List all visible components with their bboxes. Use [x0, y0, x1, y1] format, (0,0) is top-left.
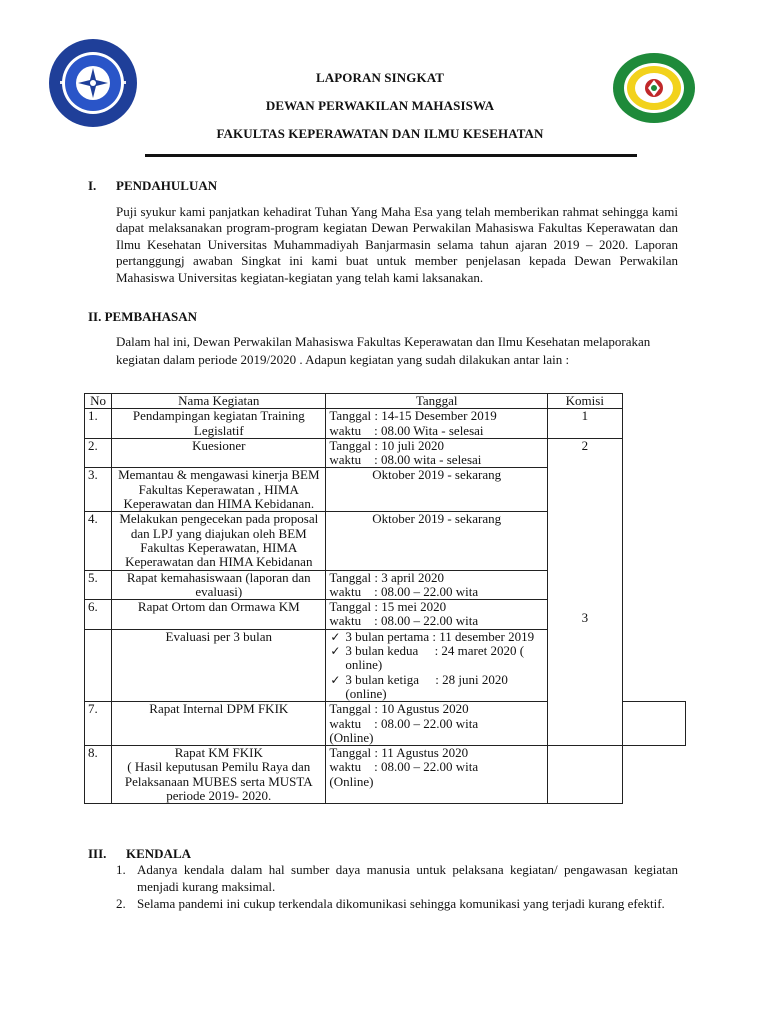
section-1-title: PENDAHULUAN [116, 178, 218, 193]
section-2-heading: II. PEMBAHASAN [88, 309, 198, 324]
activities-table [84, 393, 686, 804]
cell-nama: Kuesioner [112, 438, 326, 468]
list-item [116, 896, 678, 913]
checkmark-icon: ✓ [330, 672, 341, 687]
table-row [85, 746, 686, 804]
section-3-number: III. [88, 846, 107, 861]
mode-line: (Online) [329, 729, 374, 745]
table-row [85, 409, 686, 439]
mode-line: (Online) [329, 773, 374, 789]
list-item [329, 673, 544, 702]
waktu-line: waktu : 08.00 – 22.00 wita [329, 715, 479, 731]
cell-nama: Melakukan pengecekan pada proposal dan LPJ yang diajukan oleh BEM Fakultas Keperawatan, HIMA Keperawatan dan HIMA Kebidanan [112, 512, 326, 570]
university-logo [48, 38, 138, 128]
cell-no: 8. [85, 746, 112, 804]
activity-description: ( Hasil keputusan Pemilu Raya dan Pelaksanaan MUBES serta MUSTA periode 2019- 2020. [124, 759, 313, 804]
section-1-heading [88, 178, 218, 194]
waktu-line: waktu : 08.00 wita - selesai [329, 452, 482, 468]
discussion-paragraph: Dalam hal ini, Dewan Perwakilan Mahasiswa Fakultas Keperawatan dan Ilmu Kesehatan melaporakan kegiatan dalam periode 2019/2020 . Adapun kegiatan yang sudah dilakukan antar lain : [116, 334, 651, 367]
cell-tanggal: Oktober 2019 - sekarang [326, 468, 548, 512]
cell-no: 2. [85, 438, 112, 468]
cell-nama: Rapat kemahasiswaan (laporan dan evaluasi) [112, 570, 326, 600]
column-header-nama-kegiatan: Nama Kegiatan [112, 394, 326, 409]
waktu-line: waktu : 08.00 – 22.00 wita [329, 759, 479, 775]
check-item-label: 3 bulan ketiga : 28 juni 2020 (online) [345, 671, 512, 701]
cell-komisi [547, 438, 622, 745]
cell-tanggal [326, 702, 548, 746]
cell-komisi [547, 746, 622, 804]
table-row [85, 438, 686, 468]
komisi-2: 2 [581, 437, 589, 453]
cell-no: 7. [85, 702, 112, 746]
column-header-no: No [85, 394, 112, 409]
cell-no [85, 629, 112, 701]
cell-no: 5. [85, 570, 112, 600]
cell-tanggal [326, 438, 548, 468]
introduction-paragraph: Puji syukur kami panjatkan kehadirat Tuhan Yang Maha Esa yang telah memberikan rahmat sehingga kami dapat melaksanakan program-program kegiatan Dewan Perwakilan Mahasiswa Fakultas Keperawatan dan Ilmu Kesehatan Universitas Muhammadiyah Banjarmasin selama tahun ajaran 2019 – 2020. Laporan pertanggungj awaban Singkat ini kami buat untuk member penjelasan kepada Dewan Perwakilan Mahasiswa Universitas kegiatan-kegiatan yang telah kami laksanakan. [116, 204, 678, 285]
list-item-number: 2. [116, 896, 126, 911]
list-item-text: Adanya kendala dalam hal sumber daya manusia untuk pelaksana kegiatan/ pengawasan kegiatan menjadi kurang maksimal. [137, 862, 678, 894]
cell-komisi [622, 702, 685, 746]
section-3-title: KENDALA [126, 846, 192, 861]
cell-no: 6. [85, 600, 112, 630]
waktu-line: waktu : 08.00 Wita - selesai [329, 422, 484, 438]
cell-nama: Rapat Internal DPM FKIK [112, 702, 326, 746]
list-item [116, 862, 678, 895]
constraints-list [116, 862, 678, 914]
komisi-3: 3 [581, 610, 589, 626]
cell-no: 1. [85, 409, 112, 439]
tanggal-line: Tanggal : 10 juli 2020 [329, 437, 445, 453]
column-header-tanggal: Tanggal [326, 394, 548, 409]
list-item [329, 644, 544, 673]
activity-name: Rapat KM FKIK [174, 745, 263, 761]
tanggal-line: Tanggal : 11 Agustus 2020 [329, 745, 469, 761]
checkmark-icon: ✓ [330, 629, 341, 644]
list-item-number: 1. [116, 862, 126, 877]
faculty-logo [612, 52, 696, 124]
check-item-label: 3 bulan pertama : 11 desember 2019 [345, 628, 535, 644]
faculty-name: FAKULTAS KEPERAWATAN DAN ILMU KESEHATAN [216, 126, 544, 141]
tanggal-line: Tanggal : 3 april 2020 [329, 569, 445, 585]
cell-tanggal [326, 570, 548, 600]
check-item-label: 3 bulan kedua : 24 maret 2020 ( online) [345, 643, 528, 673]
cell-tanggal [326, 746, 548, 804]
cell-no: 4. [85, 512, 112, 570]
list-item-text: Selama pandemi ini cukup terkendala dikomunikasi sehingga komunikasi yang terjadi kurang efektif. [137, 896, 665, 911]
waktu-line: waktu : 08.00 – 22.00 wita [329, 613, 479, 629]
evaluation-checklist [329, 630, 544, 701]
cell-nama: Evaluasi per 3 bulan [112, 629, 326, 701]
tanggal-line: Tanggal : 15 mei 2020 [329, 599, 447, 615]
cell-nama [112, 746, 326, 804]
column-header-komisi: Komisi [547, 394, 622, 409]
tanggal-line: Tanggal : 10 Agustus 2020 [329, 701, 469, 717]
section-3-heading [88, 846, 192, 862]
cell-nama: Pendampingan kegiatan Training Legislatif [112, 409, 326, 439]
cell-tanggal: Oktober 2019 - sekarang [326, 512, 548, 570]
cell-komisi: 1 [547, 409, 622, 439]
waktu-line: waktu : 08.00 – 22.00 wita [329, 583, 479, 599]
checkmark-icon: ✓ [330, 644, 341, 659]
table-header-row [85, 394, 686, 409]
cell-tanggal [326, 629, 548, 701]
report-title: LAPORAN SINGKAT [315, 70, 445, 85]
cell-tanggal [326, 409, 548, 439]
list-item [329, 630, 544, 644]
tanggal-line: Tanggal : 14-15 Desember 2019 [329, 408, 497, 424]
organization-name: DEWAN PERWAKILAN MAHASISWA [265, 98, 495, 113]
section-1-number: I. [88, 178, 97, 193]
cell-nama: Rapat Ortom dan Ormawa KM [112, 600, 326, 630]
cell-no: 3. [85, 468, 112, 512]
cell-nama: Memantau & mengawasi kinerja BEM Fakultas Keperawatan , HIMA Keperawatan dan HIMA Kebidanan. [112, 468, 326, 512]
cell-tanggal [326, 600, 548, 630]
header-divider [145, 154, 637, 157]
